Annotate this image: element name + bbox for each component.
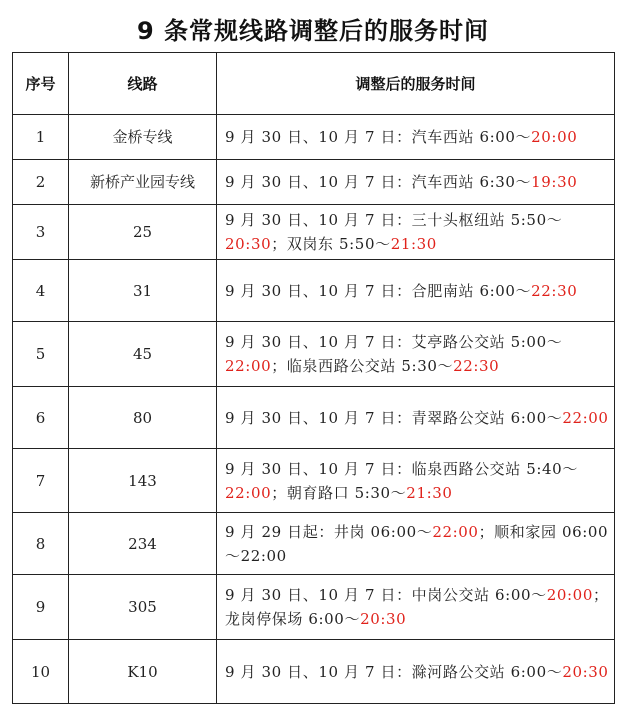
table-body xyxy=(13,115,615,704)
row-service-time xyxy=(217,640,615,704)
table-row xyxy=(13,260,615,322)
row-route: 45 xyxy=(69,322,217,387)
row-service-time xyxy=(217,387,615,449)
row-index: 4 xyxy=(13,260,69,322)
time-text: ；龙岗停保场 6:00～ xyxy=(225,586,609,628)
table-row xyxy=(13,640,615,704)
row-index: 10 xyxy=(13,640,69,704)
row-service-time xyxy=(217,513,615,575)
end-time-highlight: 22:00 xyxy=(562,408,609,427)
table-row xyxy=(13,513,615,575)
header-route: 线路 xyxy=(69,53,217,115)
table-row xyxy=(13,205,615,260)
row-service-time xyxy=(217,449,615,513)
end-time-highlight: 22:30 xyxy=(453,357,500,375)
table-row xyxy=(13,575,615,640)
table-row xyxy=(13,160,615,205)
end-time-highlight: 20:30 xyxy=(360,610,407,628)
row-route: 新桥产业园专线 xyxy=(69,160,217,205)
end-time-highlight: 22:00 xyxy=(432,522,479,541)
row-index: 5 xyxy=(13,322,69,387)
end-time-highlight: 19:30 xyxy=(531,173,578,191)
row-index: 1 xyxy=(13,115,69,160)
row-route: 80 xyxy=(69,387,217,449)
row-route: 31 xyxy=(69,260,217,322)
time-text: 9 月 30 日、10 月 7 日：汽车西站 6:30～ xyxy=(225,173,532,191)
time-text: 9 月 30 日、10 月 7 日：汽车西站 6:00～ xyxy=(225,128,532,146)
time-text: ；双岗东 5:50～ xyxy=(271,235,391,253)
row-index: 2 xyxy=(13,160,69,205)
page-title: 9 条常规线路调整后的服务时间 xyxy=(136,17,490,45)
row-index: 8 xyxy=(13,513,69,575)
table-row xyxy=(13,449,615,513)
time-text: 9 月 30 日、10 月 7 日：青翠路公交站 6:00～ xyxy=(225,408,563,427)
end-time-highlight: 22:00 xyxy=(225,357,272,375)
row-route: K10 xyxy=(69,640,217,704)
row-index: 9 xyxy=(13,575,69,640)
row-route: 143 xyxy=(69,449,217,513)
time-text: ；顺和家园 06:00～22:00 xyxy=(225,522,609,565)
time-text: 9 月 30 日、10 月 7 日：中岗公交站 6:00～ xyxy=(225,586,547,604)
row-service-time xyxy=(217,115,615,160)
time-text: 9 月 30 日、10 月 7 日：三十头枢纽站 5:50～ xyxy=(225,211,563,229)
time-text: ；临泉西路公交站 5:30～ xyxy=(271,357,454,375)
row-service-time xyxy=(217,205,615,260)
time-text: 9 月 30 日、10 月 7 日：艾亭路公交站 5:00～ xyxy=(225,333,563,351)
end-time-highlight: 20:30 xyxy=(225,235,272,253)
row-service-time xyxy=(217,575,615,640)
end-time-highlight: 22:00 xyxy=(225,483,272,502)
table-row xyxy=(13,322,615,387)
end-time-highlight: 22:30 xyxy=(531,281,578,300)
row-service-time xyxy=(217,260,615,322)
schedule-table xyxy=(12,52,615,704)
row-index: 6 xyxy=(13,387,69,449)
row-service-time xyxy=(217,160,615,205)
end-time-highlight: 20:00 xyxy=(531,128,578,146)
time-text: 9 月 30 日、10 月 7 日：滁河路公交站 6:00～ xyxy=(225,662,563,681)
end-time-highlight: 21:30 xyxy=(406,483,453,502)
row-route: 305 xyxy=(69,575,217,640)
header-time: 调整后的服务时间 xyxy=(217,53,615,115)
end-time-highlight: 21:30 xyxy=(390,235,437,253)
row-index: 7 xyxy=(13,449,69,513)
table-row xyxy=(13,115,615,160)
time-text: 9 月 30 日、10 月 7 日：临泉西路公交站 5:40～ xyxy=(225,459,578,478)
row-route: 25 xyxy=(69,205,217,260)
row-service-time xyxy=(217,322,615,387)
table-header-row xyxy=(13,53,615,115)
row-route: 金桥专线 xyxy=(69,115,217,160)
end-time-highlight: 20:30 xyxy=(562,662,609,681)
time-text: ；朝育路口 5:30～ xyxy=(271,483,407,502)
row-route: 234 xyxy=(69,513,217,575)
header-index: 序号 xyxy=(13,53,69,115)
end-time-highlight: 20:00 xyxy=(546,586,593,604)
time-text: 9 月 30 日、10 月 7 日：合肥南站 6:00～ xyxy=(225,281,532,300)
time-text: 9 月 29 日起：井岗 06:00～ xyxy=(225,522,433,541)
table-row xyxy=(13,387,615,449)
row-index: 3 xyxy=(13,205,69,260)
